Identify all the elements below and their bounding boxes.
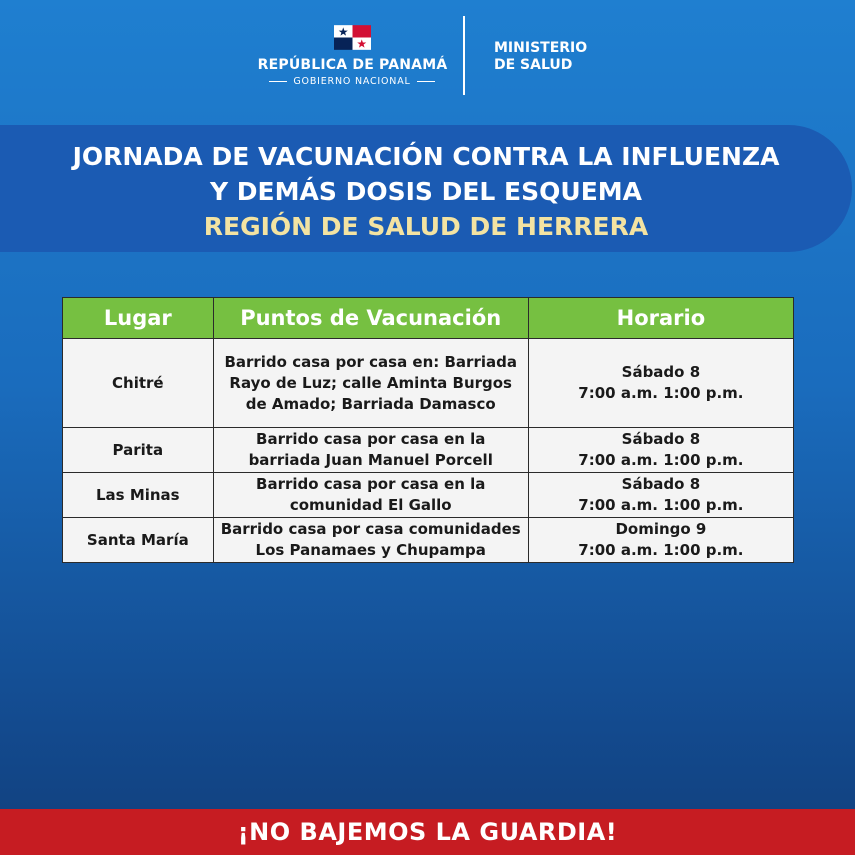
- header-schedule: Horario: [528, 298, 793, 339]
- schedule-day: Sábado 8: [621, 363, 701, 381]
- place-cell: Las Minas: [63, 473, 214, 518]
- schedule-day: Sábado 8: [621, 475, 701, 493]
- points-line: Barrido casa por casa en la: [256, 430, 486, 448]
- points-line: Barrido casa por casa comunidades: [220, 520, 521, 538]
- schedule-day: Sábado 8: [621, 430, 701, 448]
- schedule-cell: [528, 473, 793, 518]
- schedule-time: 7:00 a.m. 1:00 p.m.: [578, 541, 744, 559]
- country-name: REPÚBLICA DE PANAMÁ: [257, 57, 448, 73]
- schedule-time: 7:00 a.m. 1:00 p.m.: [578, 384, 744, 402]
- right-dash: [417, 81, 435, 82]
- table-row: [63, 339, 794, 428]
- points-cell: [213, 339, 528, 428]
- vaccination-schedule-table: [62, 297, 794, 563]
- table-row: [63, 473, 794, 518]
- points-line: Rayo de Luz; calle Aminta Burgos: [229, 373, 512, 392]
- points-cell: [213, 473, 528, 518]
- title-banner: [0, 125, 852, 252]
- table-row: [63, 518, 794, 563]
- schedule-cell: [528, 518, 793, 563]
- government-label: [262, 76, 442, 87]
- table-row: [63, 428, 794, 473]
- place-cell: Santa María: [63, 518, 214, 563]
- ministry-line2: DE SALUD: [494, 57, 573, 73]
- place-cell: Parita: [63, 428, 214, 473]
- points-cell: [213, 518, 528, 563]
- points-line: comunidad El Gallo: [289, 496, 452, 514]
- left-dash: [269, 81, 287, 82]
- header-points: Puntos de Vacunación: [213, 298, 528, 339]
- points-line: Barrido casa por casa en la: [256, 475, 486, 493]
- ministry-name: [494, 40, 587, 74]
- ministry-line1: MINISTERIO: [494, 40, 588, 56]
- footer-slogan: ¡NO BAJEMOS LA GUARDIA!: [0, 809, 855, 855]
- header-place: Lugar: [63, 298, 214, 339]
- header-divider: [463, 16, 465, 95]
- header: [0, 0, 855, 110]
- schedule-day: Domingo 9: [615, 520, 707, 538]
- place-cell: Chitré: [63, 339, 214, 428]
- table-header-row: [63, 298, 794, 339]
- points-cell: [213, 428, 528, 473]
- schedule-cell: [528, 339, 793, 428]
- banner-title-line1: JORNADA DE VACUNACIÓN CONTRA LA INFLUENZA: [72, 142, 780, 171]
- panama-flag-icon: [334, 25, 371, 50]
- banner-title-line2: Y DEMÁS DOSIS DEL ESQUEMA: [210, 177, 642, 206]
- points-line: de Amado; Barriada Damasco: [245, 394, 496, 413]
- schedule-time: 7:00 a.m. 1:00 p.m.: [578, 496, 744, 514]
- points-line: Los Panamaes y Chupampa: [255, 541, 486, 559]
- points-line: barriada Juan Manuel Porcell: [248, 451, 493, 469]
- schedule-time: 7:00 a.m. 1:00 p.m.: [578, 451, 744, 469]
- points-line: Barrido casa por casa en: Barriada: [224, 352, 517, 371]
- banner-region: REGIÓN DE SALUD DE HERRERA: [203, 212, 649, 241]
- schedule-cell: [528, 428, 793, 473]
- government-text: GOBIERNO NACIONAL: [293, 76, 411, 87]
